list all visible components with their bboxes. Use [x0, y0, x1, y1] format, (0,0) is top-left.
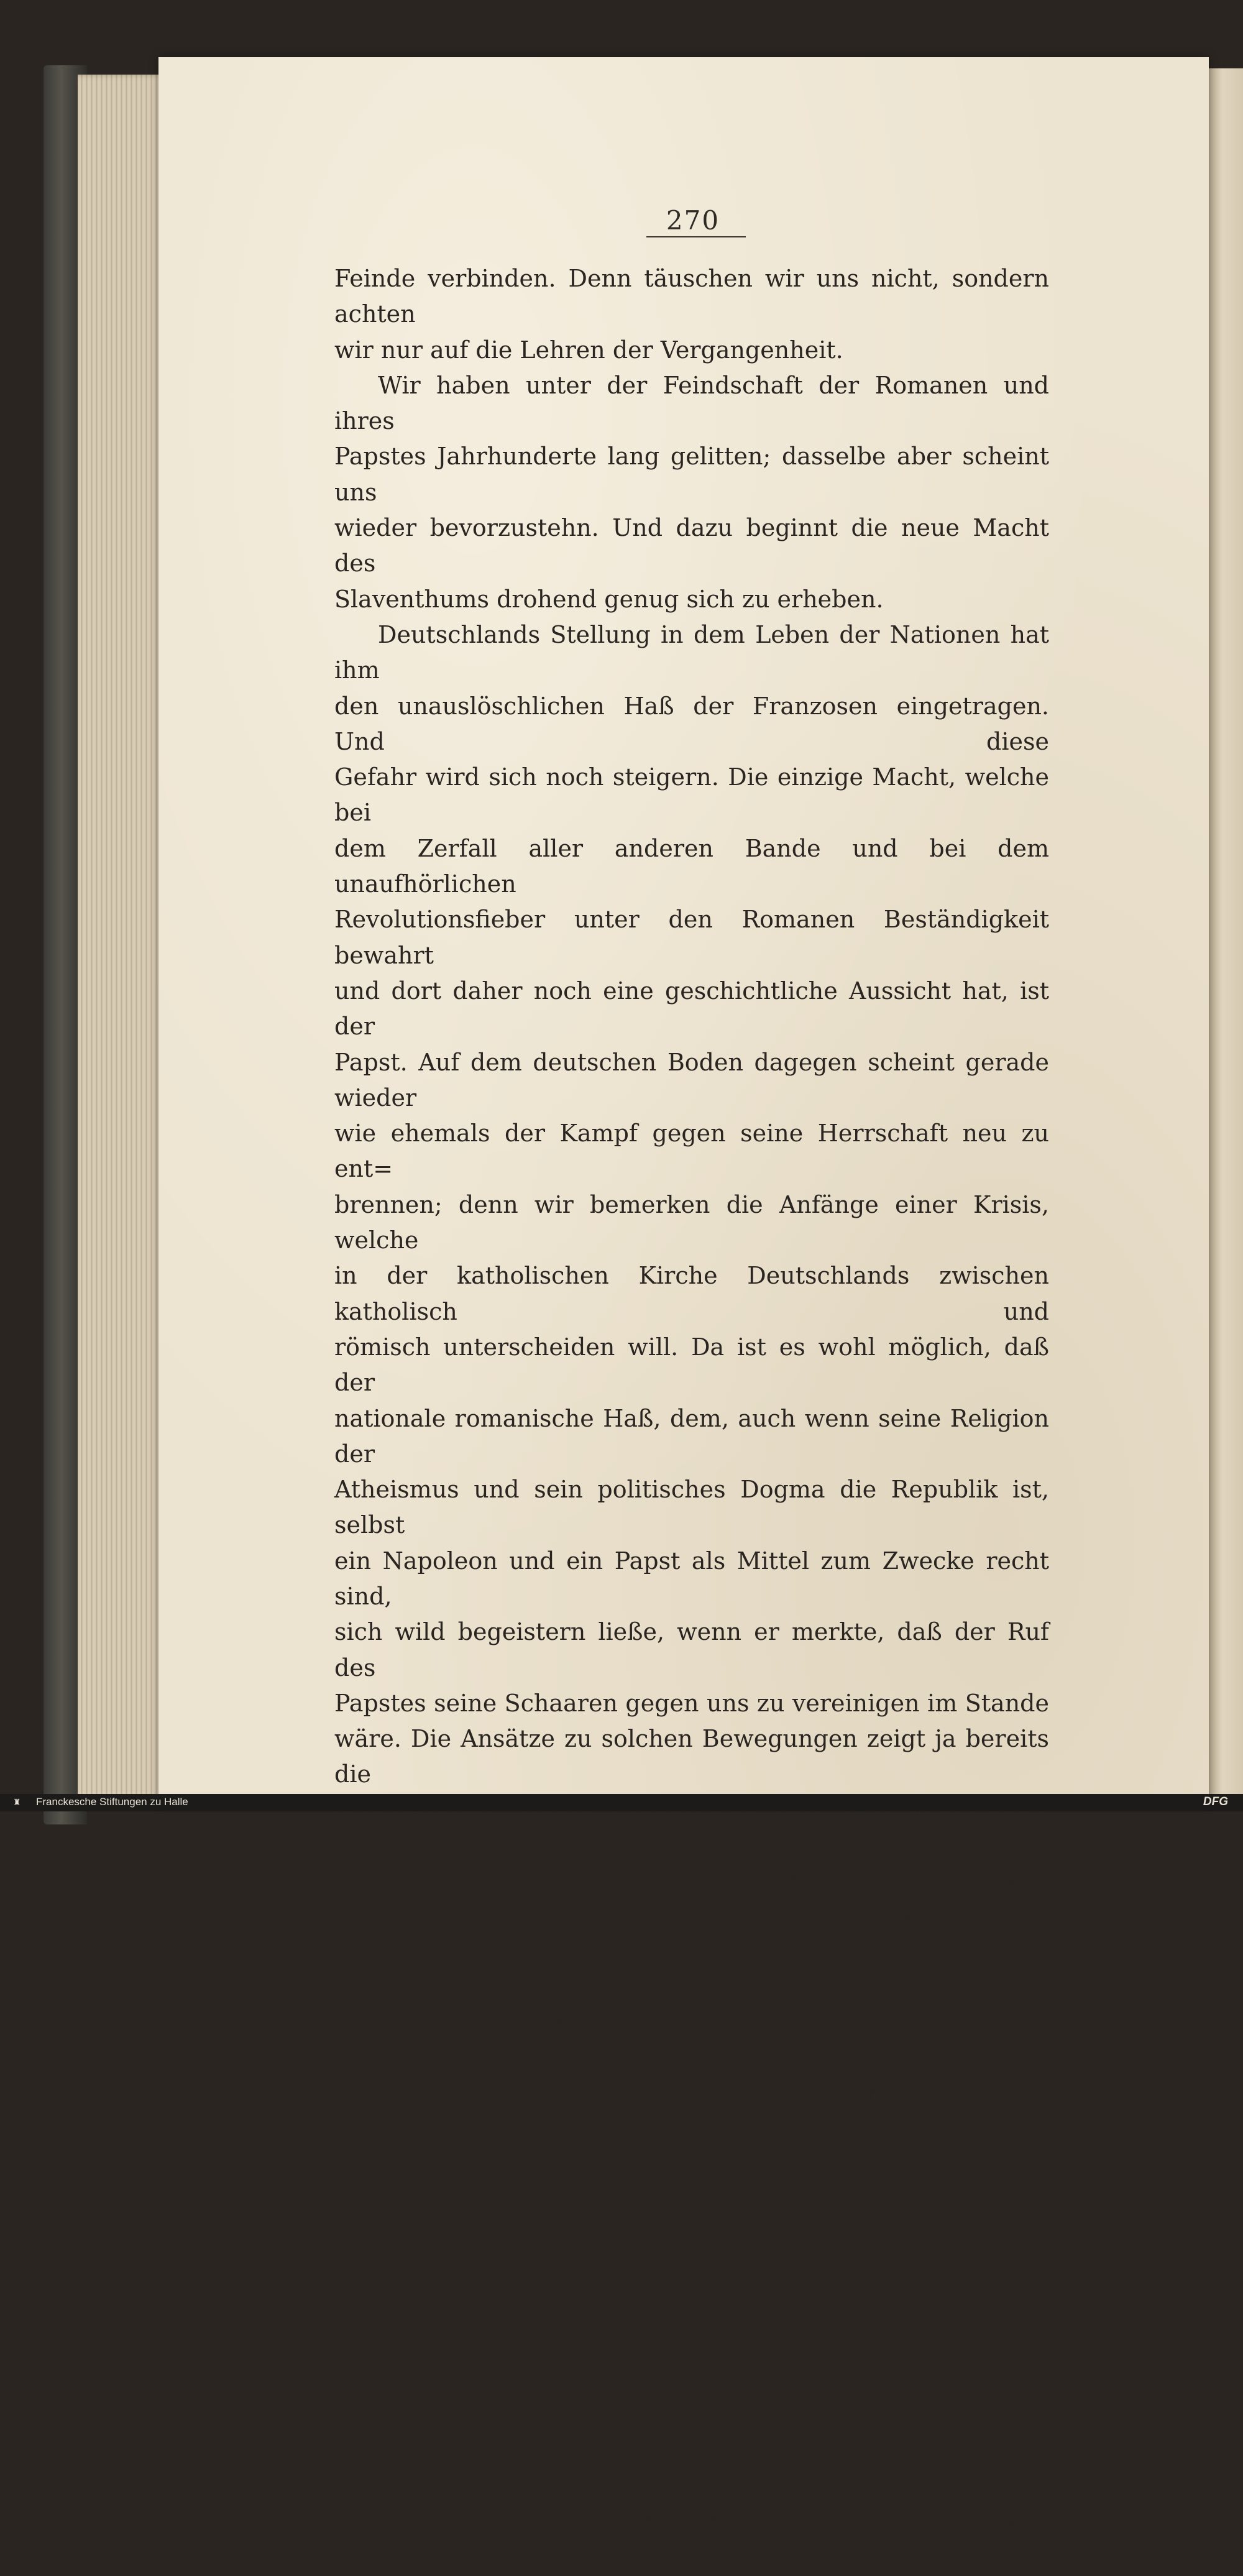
text-line-row: [334, 1721, 1049, 1793]
text-line-row: [334, 1330, 1049, 1401]
text-line: den unauslöschlichen Haß der Franzosen eingetragen. Und diese: [334, 692, 1049, 755]
text-line-row: [334, 2256, 1049, 2291]
text-line-row: [334, 2184, 1049, 2256]
text-line-row: [334, 2434, 1049, 2505]
text-line-row: [334, 2505, 1049, 2576]
text-line: Slaventhums drohend genug sich zu erheben.: [334, 585, 884, 613]
institution-name: Franckesche Stiftungen zu Halle: [36, 1796, 188, 1808]
text-line: römisch unterscheiden will. Da ist es wohl möglich, daß der: [334, 1333, 1049, 1397]
text-line: stoß zwischen der slavischen Macht und Deutschland, wer ver=: [334, 2508, 1049, 2572]
text-line: wieder bevorzustehn. Und dazu beginnt die neue Macht des: [334, 514, 1049, 577]
text-line: sich wild begeistern ließe, wenn er merkte, daß der Ruf des: [334, 1618, 1049, 1681]
page-number: 270: [666, 205, 720, 236]
francke-emblem-icon: ♜: [12, 1798, 21, 1808]
text-line-row: [334, 439, 1049, 510]
text-line-row: [334, 1614, 1049, 1686]
facing-page-edge: [1209, 68, 1243, 1809]
text-line: dem Papste die Macht über das geistliche und weltliche Schwert: [334, 2010, 1049, 2073]
text-line: Thiers).: [334, 1832, 428, 1860]
text-line: und dort daher noch eine geschichtliche Aussicht hat, ist der: [334, 977, 1049, 1041]
page-number-rule: [646, 236, 746, 237]
text-line: in der katholischen Kirche Deutschlands zwischen katholisch und: [334, 1262, 1049, 1325]
text-line-row: [334, 1686, 1049, 1721]
dfg-logo: DFG: [1203, 1795, 1228, 1808]
text-line: wäre. Die Ansätze zu solchen Bewegungen zeigt ja bereits die: [334, 1725, 1049, 1788]
text-line-row: [334, 1472, 1049, 1543]
text-line-row: [334, 1543, 1049, 1615]
text-line: brennen; denn wir bemerken die Anfänge einer Krisis, welche: [334, 1190, 1049, 1254]
text-line: Papstes Jahrhunderte lang gelitten; dasselbe aber scheint uns: [334, 443, 1049, 506]
text-line-row: [334, 1045, 1049, 1116]
text-line: fallen würde, das wissen wir Deutsche und wissen auch andere: [334, 1903, 1049, 1966]
text-line: Atheismus und sein politisches Dogma die Republik ist, selbst: [334, 1476, 1049, 1539]
text-line: Wir haben unter der Feindschaft der Romanen und ihres: [334, 371, 1049, 435]
text-line-row: [334, 689, 1049, 760]
text-line: Papst. Auf dem deutschen Boden dagegen scheint gerade wieder: [334, 1048, 1049, 1111]
text-line-row: [334, 2007, 1049, 2078]
text-line-row: [334, 2363, 1049, 2434]
text-line: gegeben, und hat doch auch der Syllabus Nr. 24 noch in: [334, 2081, 1049, 2109]
text-line-row: [334, 2077, 1049, 2113]
text-line-row: [334, 902, 1049, 973]
text-line: thum her leicht den Cäsar erwarten, welcher dem Deutschenhaß: [334, 2366, 1049, 2429]
text-line-row: [334, 1900, 1049, 1971]
text-line: solle, welche behaupten, gegen Ketzer dürfe keine Gewalt in: [334, 2188, 1049, 2252]
text-line: nationale romanische Haß, dem, auch wenn seine Religion der: [334, 1404, 1049, 1468]
text-line-row: [334, 510, 1049, 582]
text-line: Völker nur gar zu gut. Hat doch die Bulle Unam sanctam: [334, 1974, 1049, 2002]
text-line: einmal den ausführenden Arm leihen dürfte. Der Zusammen=: [334, 2437, 1049, 2501]
text-line: Deutschlands Stellung in dem Leben der Nationen hat ihm: [334, 620, 1049, 684]
viewer-footer-bar: [0, 1794, 1243, 1811]
paragraph: [334, 368, 1049, 439]
text-line-row: [334, 2113, 1049, 2184]
text-line: Daß dem Papste selbst aber ein solcher Ruf nicht schwer: [334, 1867, 1049, 1895]
text-line-row: [334, 760, 1049, 831]
paragraph: [334, 617, 1049, 689]
text-line-row: [334, 1258, 1049, 1330]
text-line: Papstes seine Schaaren gegen uns zu vereinigen im Stande: [334, 1689, 1049, 1717]
text-line: Auf der anderen Seite aber könnten wir von dem Slaven=: [334, 2294, 1049, 2358]
text-line-row: [334, 1116, 1049, 1187]
text-line: Feinde verbinden. Denn täuschen wir uns nicht, sondern achten: [334, 265, 1049, 328]
text-line: ein Napoleon und ein Papst als Mittel zum Zwecke recht sind,: [334, 1547, 1049, 1610]
paragraph: [334, 2291, 1049, 2363]
text-line-row: [334, 1187, 1049, 1259]
text-line-row: [334, 831, 1049, 903]
text-line-row: [334, 582, 1049, 617]
text-line-row: [334, 973, 1049, 1045]
text-line: wir nur auf die Lehren der Vergangenheit.: [334, 336, 843, 364]
text-line: Gefahr wird sich noch steigern. Die einzige Macht, welche bei: [334, 763, 1049, 827]
text-line: dem Zerfall aller anderen Bande und bei dem unaufhörlichen: [334, 834, 1049, 898]
text-line: jüngster Zeit festgesetzt, daß diejenigen das Anathema treffen: [334, 2117, 1049, 2180]
paragraph-end-line: [334, 333, 1049, 368]
body-text: [334, 261, 1049, 2576]
text-line-row: [334, 1864, 1049, 1899]
paragraph: [334, 261, 1049, 333]
text-line: Revolutionsfieber unter den Romanen Beständigkeit bewahrt: [334, 906, 1049, 969]
text-line: wie ehemals der Kampf gegen seine Herrschaft neu zu ent=: [334, 1120, 1049, 1183]
page-stack-edges: [78, 75, 165, 1809]
text-line-row: [334, 1971, 1049, 2006]
text-line-row: [334, 1401, 1049, 1473]
text-line: Glaubenssachen angewandt werden.: [334, 2259, 776, 2287]
